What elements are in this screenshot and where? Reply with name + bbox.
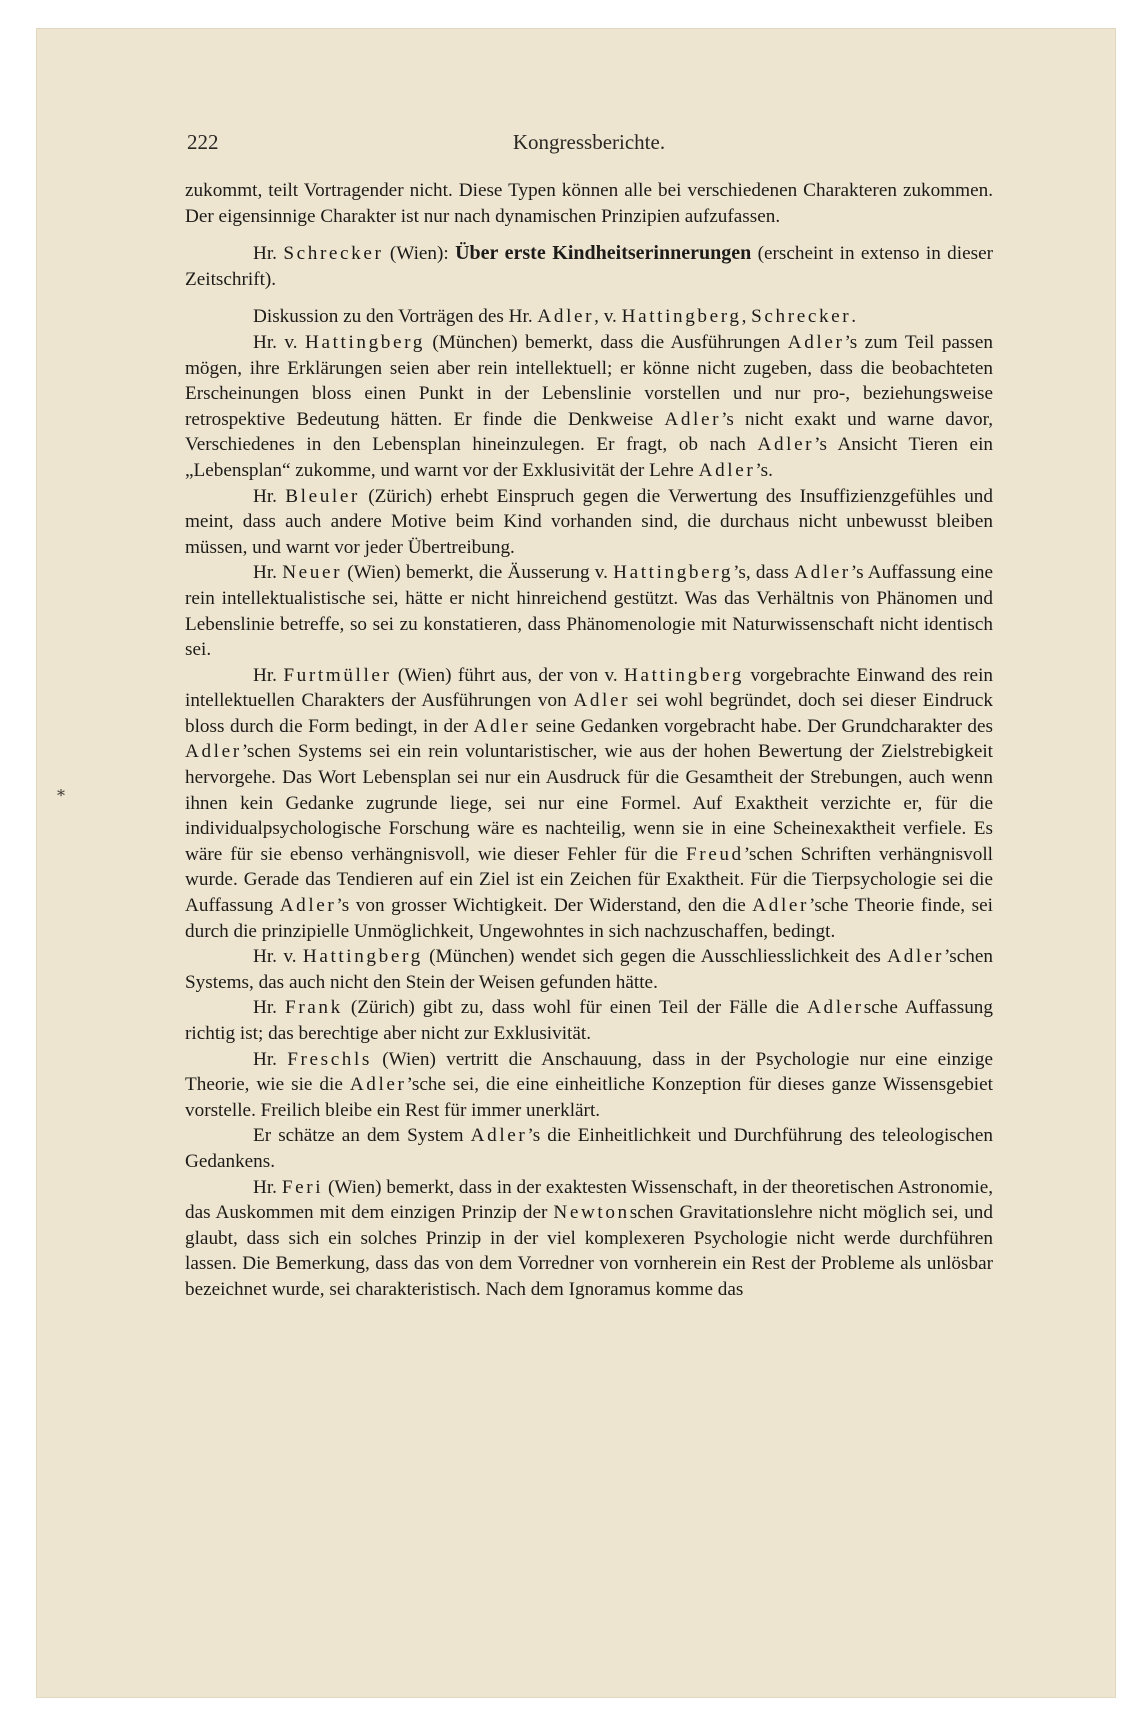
text-run: ’s nicht exakt und warne davor, Verschiedenes in den Lebensplan hineinzulegen. Er fragt, ob nach (185, 408, 993, 456)
page-number: 222 (187, 130, 219, 154)
person-name: Bleuler (285, 485, 360, 507)
text-run: Hr. (253, 664, 284, 686)
paragraph (185, 1047, 993, 1124)
text-run: , v. (594, 306, 622, 328)
person-name: Adler (537, 306, 595, 328)
text-run: ’schen Systems, das auch nicht den Stein der Weisen gefunden hätte. (185, 946, 993, 993)
person-name: Hattingberg (613, 562, 734, 584)
person-name: Freschls (287, 1048, 373, 1070)
text-run: (erscheint in extenso in dieser Zeitschrift). (185, 243, 993, 290)
text-run: Hr. (253, 243, 284, 265)
text-run: Diskussion zu den Vorträgen des Hr. (253, 306, 538, 328)
text-run: (Wien): (383, 243, 456, 265)
text-run: vorgebrachte Einwand des rein intellektuellen Charakters der Ausführungen von (185, 664, 993, 712)
person-name: Freud (685, 843, 744, 865)
text-run: (München) wendet sich gegen die Ausschliesslichkeit des (422, 946, 888, 968)
person-name: Hattingberg (621, 306, 742, 328)
person-name: Adler (794, 562, 851, 584)
text-run: (Wien) bemerkt, dass in der exaktesten Wissenschaft, in der theoretischen Astronomie, das Auskommen mit dem einzigen Prinzip der (185, 1176, 994, 1224)
paragraph (185, 995, 993, 1046)
text-run: ’s zum Teil passen mögen, ihre Erklärungen seien aber rein intellektuell; er könne nicht zugeben, dass die beobachteten Erscheinungen bloss einen Punkt in der Lebenslinie vorstellen und nur pro-, beziehungsweise retrospektive Bedeutung hätten. Er finde die Denkweise (185, 331, 993, 430)
person-name: Adler (185, 741, 242, 763)
text-run: Hr. v. (253, 946, 303, 968)
paragraph (185, 178, 993, 229)
text-run: (Wien) führt aus, der von v. (391, 664, 625, 686)
person-name: Adler (664, 408, 722, 430)
speaker-name: Schrecker (283, 243, 384, 265)
text-run: zukommt, teilt Vortragender nicht. Diese Typen können alle bei verschiedenen Charakteren zukommen. Der eigensinnige Charakter ist nur nach dynamischen Prinzipien aufzufassen. (185, 180, 993, 227)
body-text (185, 178, 993, 1303)
paragraph (185, 241, 993, 292)
text-run: (Wien) bemerkt, die Äusserung v. (342, 562, 614, 584)
paragraph (185, 484, 993, 561)
text-run: Hr. (253, 485, 286, 507)
text-run: ’sche Theorie finde, sei durch die prinzipielle Unmöglichkeit, Ungewohntes in sich nachzuschaffen, bedingt. (185, 895, 993, 942)
text-run: ’s die Einheitlichkeit und Durchführung des teleologischen Gedankens. (185, 1125, 993, 1172)
paragraph (185, 560, 993, 662)
paragraph (185, 330, 993, 484)
paragraph (185, 304, 993, 330)
text-run: ’s Ansicht Tieren ein „Lebensplan“ zukomme, und warnt vor der Exklusivität der Lehre (185, 434, 993, 481)
paragraph (185, 1175, 993, 1303)
person-name: Hattingberg (624, 664, 744, 686)
person-name: Schrecker (751, 306, 852, 328)
talk-title: Über erste Kindheitserinnerungen (455, 242, 752, 265)
person-name: Adler (698, 459, 756, 481)
text-run: ’schen Systems sei ein rein voluntaristischer, wie aus der hohen Bewertung der Zielstrebigkeit hervorgehe. Das Wort Lebensplan sei nur ein Ausdruck für die Gesamtheit der Strebungen, auch wenn ihnen kein Gedanke zugrunde liege, sei nur eine Formel. Auf Exaktheit verzichte er, für die individualpsychologische Forschung wäre es nachteilig, wenn sie in eine Scheinexaktheit verfiele. Es wäre für sie ebenso verhängnisvoll, wie dieser Fehler für die (185, 741, 993, 865)
person-name: Adler (757, 434, 815, 456)
person-name: Adler (473, 715, 531, 737)
person-name: Adler (752, 895, 809, 917)
person-name: Feri (281, 1176, 324, 1198)
person-name: Adler (887, 946, 944, 968)
text-run: sche Auffassung richtig ist; das berechtige aber nicht zur Exklusivität. (185, 997, 993, 1044)
page-content (185, 130, 993, 1303)
text-run: Hr. (253, 562, 283, 584)
person-name: Adler (470, 1125, 528, 1147)
text-run: sei wohl begründet, doch sei dieser Eindruck bloss durch die Form bedingt, in der (185, 690, 993, 737)
text-run: Hr. (253, 997, 286, 1019)
text-run: Hr. v. (253, 331, 306, 353)
text-run: ’sche sei, die eine einheitliche Konzeption für dieses ganze Wissensgebiet vorstelle. Freilich bleibe ein Rest für immer unerklärt. (185, 1074, 993, 1121)
text-run: schen Gravitationslehre nicht möglich sei, und glaubt, dass sich ein solches Prinzip in der viel komplexeren Psychologie nicht werde durchführen lassen. Die Bemerkung, dass das von dem Vorredner von vornherein ein Rest der Probleme als unlösbar bezeichnet wurde, sei charakteristisch. Nach dem Ignoramus komme das (185, 1202, 993, 1300)
text-run: . (851, 306, 857, 328)
person-name: Adler (279, 895, 337, 917)
person-name: Hattingberg (302, 946, 423, 968)
person-name: Adler (787, 331, 845, 353)
running-head: Kongressberichte. (512, 130, 666, 154)
person-name: Furtmüller (283, 664, 392, 686)
text-run: , (741, 306, 752, 328)
text-run: Hr. (253, 1048, 288, 1070)
text-run: (Zürich) gibt zu, dass wohl für einen Teil der Fälle die (342, 997, 808, 1019)
person-name: Newton (553, 1202, 630, 1224)
person-name: Hattingberg (305, 331, 425, 353)
text-run: (München) bemerkt, dass die Ausführungen (424, 331, 788, 353)
paragraph (185, 1123, 993, 1174)
text-run: Hr. (253, 1176, 282, 1198)
person-name: Neuer (282, 562, 343, 584)
text-run: (Zürich) erhebt Einspruch gegen die Verwertung des Insuffizienzgefühles und meint, dass auch andere Motive beim Kind vorhanden sind, die durchaus nicht unbewusst bleiben müssen, und warnt vor jeder Übertreibung. (185, 485, 993, 558)
paragraph (185, 663, 993, 945)
person-name: Adler (349, 1074, 407, 1096)
paragraph (185, 944, 993, 995)
text-run: ’s Auffassung eine rein intellektualistische sei, hätte er nicht hinreichend gestützt. Was das Verhältnis von Phänomen und Lebenslinie betreffe, so sei zu konstatieren, dass Phänomenologie mit Naturwissenschaft nicht identisch sei. (185, 562, 994, 661)
person-name: Adler (807, 997, 864, 1019)
person-name: Adler (573, 690, 631, 712)
text-run: Er schätze an dem System (253, 1125, 471, 1147)
text-run: (Wien) vertritt die Anschauung, dass in der Psychologie nur eine einzige Theorie, wie sie die (185, 1048, 993, 1096)
text-run: ’s von grosser Wichtigkeit. Der Widerstand, den die (336, 895, 753, 917)
text-run: ’schen Schriften verhängnisvoll wurde. Gerade das Tendieren auf ein Ziel ist ein Zeichen für Exaktheit. Für die Tierpsychologie sei die Auffassung (185, 843, 993, 917)
text-run: ’s. (755, 459, 773, 481)
text-run: seine Gedanken vorgebracht habe. Der Grundcharakter des (530, 715, 994, 737)
page-header (185, 130, 993, 164)
margin-mark: * (57, 786, 65, 805)
person-name: Frank (285, 997, 343, 1019)
text-run: ’s, dass (733, 562, 795, 584)
